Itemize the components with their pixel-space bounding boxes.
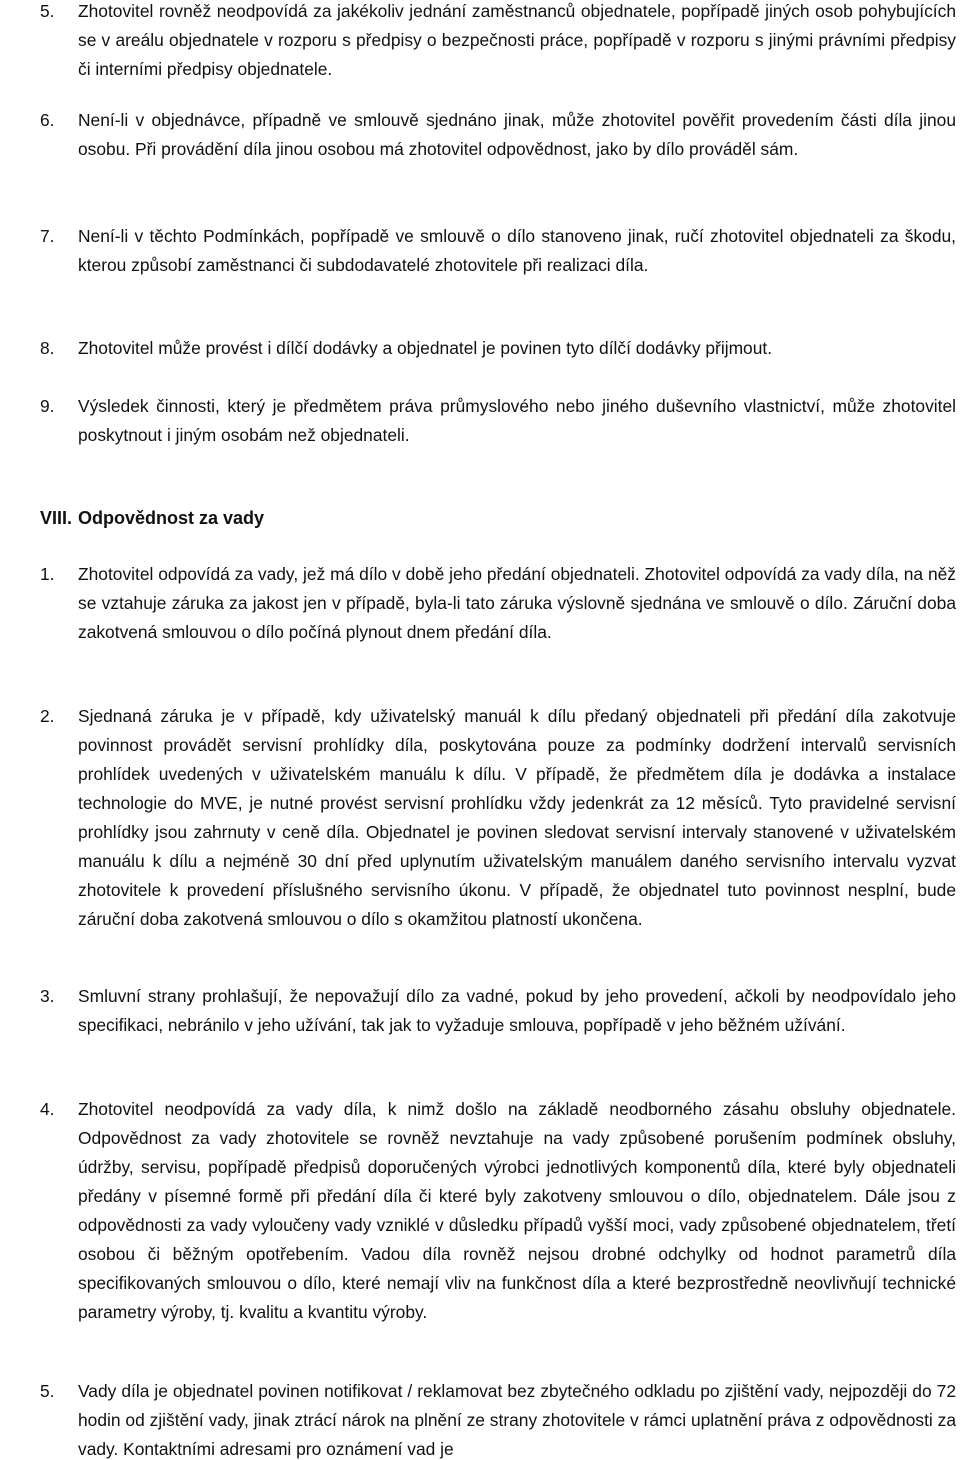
item-number: 9. — [40, 396, 55, 416]
item-text: Smluvní strany prohlašují, že nepovažují dílo za vadné, pokud by jeho provedení, ačkoli by neodpovídalo jeho specifikaci, nebránilo v jeho užívání, tak jak to vyžaduje smlouva, popřípadě v jeho běžném užívání. — [78, 986, 956, 1035]
item-text: Zhotovitel může provést i dílčí dodávky a objednatel je povinen tyto dílčí dodávky přijmout. — [78, 338, 773, 358]
list-item — [40, 334, 956, 363]
item-number: 2. — [40, 706, 55, 726]
list-item — [40, 1377, 956, 1460]
item-text: Vady díla je objednatel povinen notifikovat / reklamovat bez zbytečného odkladu po zjištění vady, nejpozději do 72 hodin od zjištění vady, jinak ztrácí nárok na plnění ze strany zhotovitele v rámci uplatnění práva z odpovědnosti za vady. Kontaktními adresami pro oznámení vad je — [78, 1381, 956, 1459]
item-number: 3. — [40, 986, 55, 1006]
list-item — [40, 222, 956, 280]
item-text: Zhotovitel neodpovídá za vady díla, k nimž došlo na základě neodborného zásahu obsluhy objednatele. Odpovědnost za vady zhotovitele se rovněž nevztahuje na vady způsobené porušením podmínek obsluhy, údržby, servisu, popřípadě předpisů doporučených výrobci jednotlivých komponentů díla, které byly objednateli předány v písemné formě při předání díla či které byly zakotveny smlouvou o dílo, objednatelem. Dále jsou z odpovědnosti za vady vyloučeny vady vzniklé v důsledku případů vyšší moci, vady způsobené objednatelem, třetí osobou či běžným opotřebením. Vadou díla rovněž nejsou drobné odchylky od hodnot parametrů díla specifikovaných smlouvou o dílo, které nemají vliv na funkčnost díla a které bezprostředně neovlivňují technické parametry výroby, tj. kvalitu a kvantitu výroby. — [78, 1099, 956, 1322]
item-number: 4. — [40, 1099, 55, 1119]
item-number: 6. — [40, 110, 55, 130]
list-item — [40, 392, 956, 450]
item-number: 1. — [40, 564, 55, 584]
item-text: Výsledek činnosti, který je předmětem práva průmyslového nebo jiného duševního vlastnictví, může zhotovitel poskytnout i jiným osobám než objednateli. — [78, 396, 956, 445]
item-text: Zhotovitel rovněž neodpovídá za jakékoliv jednání zaměstnanců objednatele, popřípadě jiných osob pohybujících se v areálu objednatele v rozporu s předpisy o bezpečnosti práce, popřípadě v rozporu s jinými právními předpisy či interními předpisy objednatele. — [78, 1, 956, 79]
item-text: Sjednaná záruka je v případě, kdy uživatelský manuál k dílu předaný objednateli při předání díla zakotvuje povinnost provádět servisní prohlídky díla, poskytována pouze za podmínky dodržení intervalů servisních prohlídek uvedených v uživatelském manuálu k dílu. V případě, že předmětem díla je dodávka a instalace technologie do MVE, je nutné provést servisní prohlídku vždy jedenkrát za 12 měsíců. Tyto pravidelné servisní prohlídky jsou zahrnuty v ceně díla. Objednatel je povinen sledovat servisní intervaly stanovené v uživatelském manuálu k dílu a nejméně 30 dní před uplynutím uživatelským manuálem daného servisního intervalu vyzvat zhotovitele k provedení příslušného servisního úkonu. V případě, že objednatel tuto povinnost nesplní, bude záruční doba zakotvená smlouvou o dílo s okamžitou platností ukončena. — [78, 706, 956, 929]
item-number: 7. — [40, 226, 55, 246]
section-title: Odpovědnost za vady — [78, 508, 265, 528]
item-text: Není-li v objednávce, případně ve smlouvě sjednáno jinak, může zhotovitel pověřit provedením části díla jinou osobu. Při provádění díla jinou osobou má zhotovitel odpovědnost, jako by dílo prováděl sám. — [78, 110, 956, 159]
list-item — [40, 0, 956, 84]
list-item — [40, 106, 956, 164]
item-number: 5. — [40, 1381, 55, 1401]
item-text: Není-li v těchto Podmínkách, popřípadě ve smlouvě o dílo stanoveno jinak, ručí zhotovitel objednateli za škodu, kterou způsobí zaměstnanci či subdodavatelé zhotovitele při realizaci díla. — [78, 226, 956, 275]
item-number: 8. — [40, 338, 55, 358]
item-text: Zhotovitel odpovídá za vady, jež má dílo v době jeho předání objednateli. Zhotovitel odpovídá za vady díla, na něž se vztahuje záruka za jakost jen v případě, byla-li tato záruka výslovně sjednána ve smlouvě o dílo. Záruční doba zakotvená smlouvou o dílo počíná plynout dnem předání díla. — [78, 564, 956, 642]
list-item — [40, 702, 956, 934]
list-item — [40, 982, 956, 1040]
list-item — [40, 560, 956, 647]
section-number: VIII. — [40, 508, 73, 528]
item-number: 5. — [40, 1, 55, 21]
list-item — [40, 1095, 956, 1327]
